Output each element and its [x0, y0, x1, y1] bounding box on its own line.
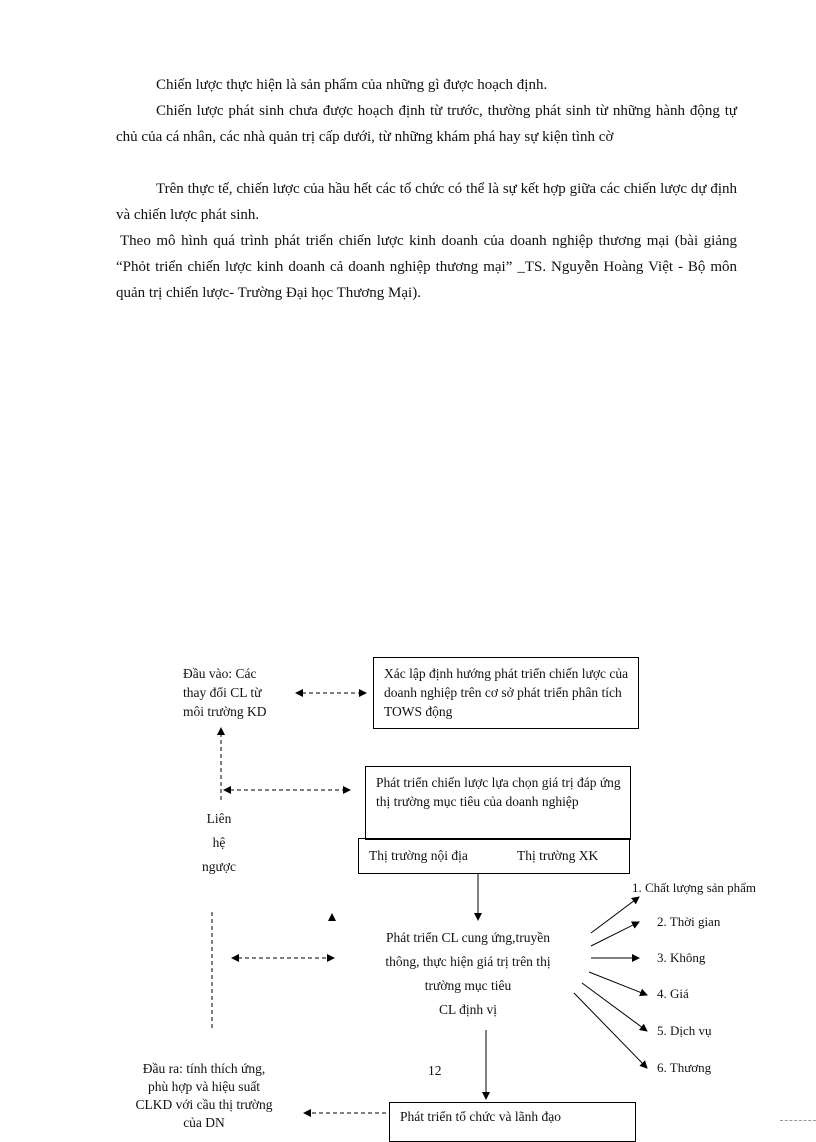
market-export: Thị trường XK: [517, 848, 599, 863]
page-edge-divider: [780, 1120, 816, 1121]
diagram-output: Đầu ra: tính thích ứng, phù hợp và hiệu suất CLKD với cầu thị trường của DN: [135, 1061, 273, 1130]
center-line-4: CL định vị: [438, 1002, 497, 1017]
positioning-item-4: 4. Giá: [657, 986, 689, 1001]
paragraph-2: Chiến lược phát sinh chưa được hoạch định từ trước, thường phát sinh từ những hành động tự chủ của cá nhân, các nhà quản trị cấp dưới, từ những khám phá hay sự kiện tình cờ: [116, 103, 737, 145]
positioning-item-2: 2. Thời gian: [657, 914, 721, 929]
center-line-3: trường mục tiêu: [424, 978, 512, 993]
paragraph-1: Chiến lược thực hiện là sản phẩm của những gì được hoạch định.: [156, 77, 548, 93]
page-number: 12: [428, 1063, 442, 1078]
center-strategy: [355, 926, 581, 1022]
box-markets: [358, 838, 630, 874]
positioning-item-1: 1. Chất lượng sản phẩm: [632, 880, 757, 895]
positioning-item-6: 6. Thương: [657, 1060, 712, 1075]
box-value: [365, 766, 631, 840]
market-domestic: Thị trường nội địa: [369, 848, 468, 863]
feedback-line-3: ngược: [202, 859, 236, 874]
feedback-line-1: Liên: [206, 811, 232, 826]
diagram-input: Đầu vào: Các thay đổi CL từ môi trường KD: [183, 666, 267, 719]
paragraph-3: Trên thực tế, chiến lược của hầu hết các tổ chức có thể là sự kết hợp giữa các chiến lược dự định và chiến lược phát sinh.: [116, 181, 737, 223]
feedback-line-2: hệ: [212, 835, 226, 850]
arrow-pos-1: [591, 897, 639, 933]
positioning-item-5: 5. Dịch vụ: [657, 1023, 712, 1038]
box-direction-text: Xác lập định hướng phát triển chiến lược của doanh nghiệp trên cơ sở phát triển phân tích TOWS động: [384, 666, 629, 719]
box-value-text: Phát triển chiến lược lựa chọn giá trị đáp ứng thị trường mục tiêu của doanh nghiệp: [376, 775, 621, 809]
box-org-text: Phát triển tổ chức và lãnh đạo: [400, 1109, 562, 1124]
box-direction: [373, 657, 639, 729]
arrow-pos-5: [582, 983, 647, 1031]
center-line-2: thông, thực hiện giá trị trên thị: [385, 954, 551, 969]
small-arrowhead: [328, 913, 336, 921]
center-line-1: Phát triển CL cung ứng,truyền: [386, 930, 550, 945]
box-org: [389, 1102, 636, 1142]
feedback-label: [189, 807, 249, 879]
arrow-pos-4: [589, 972, 647, 995]
paragraph-4: Theo mô hình quá trình phát triển chiến lược kinh doanh của doanh nghiệp thương mại (bài giảng “Phỏt triển chiến lược kinh doanh cả doanh nghiệp thương mại” _TS. Nguyễn Hoàng Việt - Bộ môn quản trị chiến lược- Trường Đại học Thương Mại).: [116, 233, 737, 301]
arrow-pos-2: [591, 922, 639, 946]
positioning-item-3: 3. Không: [657, 950, 706, 965]
